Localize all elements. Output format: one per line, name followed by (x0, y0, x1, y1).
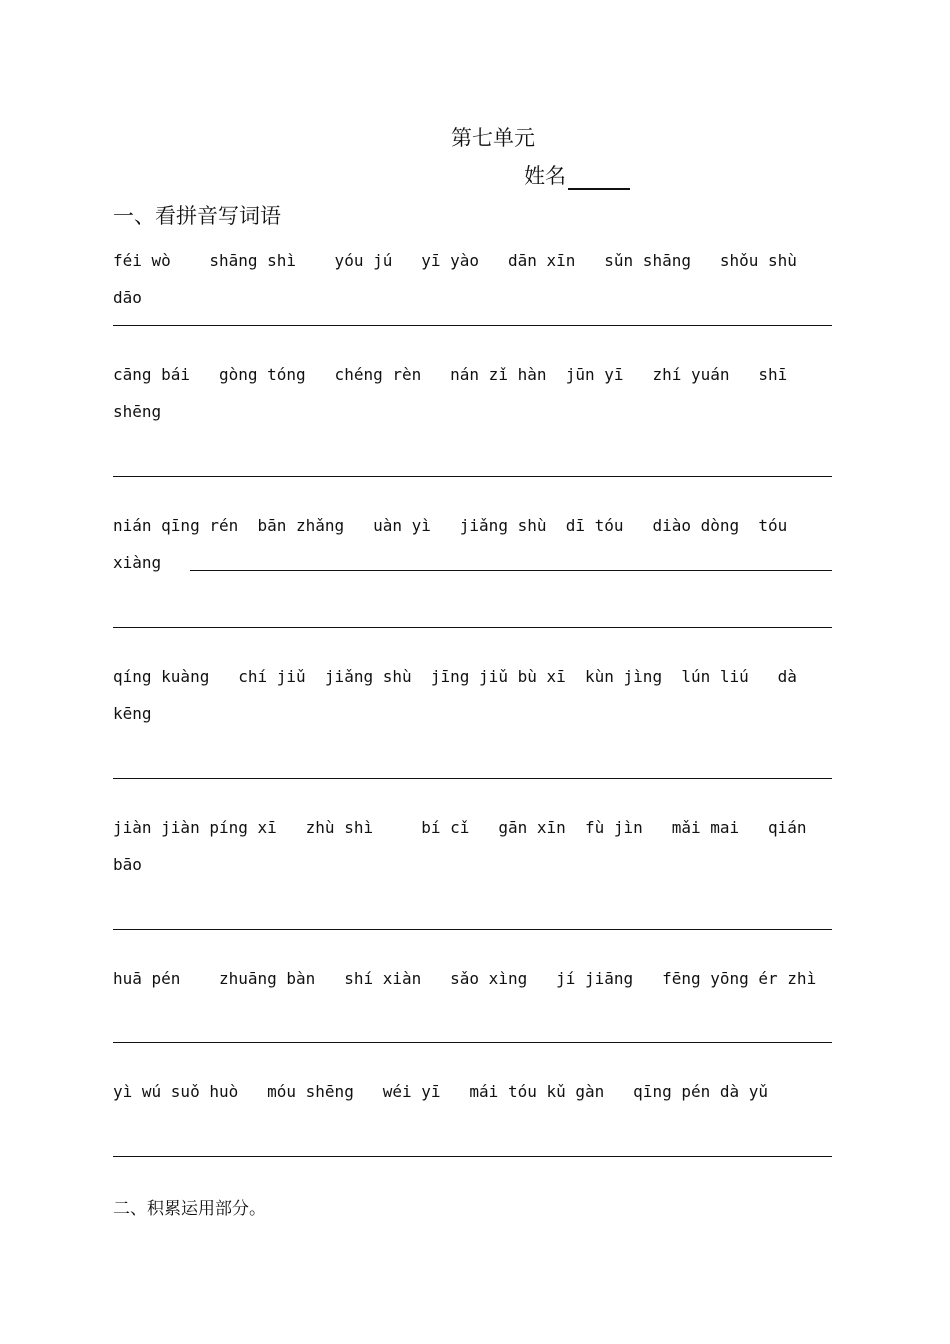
pinyin-row-3: nián qīng rén bān zhǎng uàn yì jiǎng shù dī tóu diào dòng tóu xiàng (113, 516, 788, 572)
answer-line-5[interactable] (113, 929, 832, 930)
pinyin-row-1: féi wò shāng shì yóu jú yī yào dān xīn sǔn shāng shǒu shù dāo (113, 251, 807, 307)
pinyin-row-4: qíng kuàng chí jiǔ jiǎng shù jīng jiǔ bù xī kùn jìng lún liú dà kēng (113, 667, 797, 723)
answer-line-3a[interactable] (190, 570, 832, 571)
name-field (524, 160, 630, 190)
answer-line-1[interactable] (113, 325, 832, 326)
section1-heading: 一、看拼音写词语 (113, 204, 281, 228)
page-title: 第七单元 (451, 126, 535, 150)
pinyin-row-5: jiàn jiàn píng xī zhù shì bí cǐ gān xīn fù jìn mǎi mai qián bāo (113, 818, 807, 874)
answer-line-2[interactable] (113, 476, 832, 477)
answer-line-3b[interactable] (113, 627, 832, 628)
name-label: 姓名 (524, 164, 566, 188)
answer-line-4[interactable] (113, 778, 832, 779)
answer-line-6[interactable] (113, 1042, 832, 1043)
section2-heading: 二、积累运用部分。 (113, 1199, 266, 1219)
pinyin-row-2: cāng bái gòng tóng chéng rèn nán zǐ hàn jūn yī zhí yuán shī shēng (113, 365, 788, 421)
pinyin-row-7: yì wú suǒ huò móu shēng wéi yī mái tóu kǔ gàn qīng pén dà yǔ (113, 1082, 769, 1101)
answer-line-7[interactable] (113, 1156, 832, 1157)
pinyin-row-6: huā pén zhuāng bàn shí xiàn sǎo xìng jí jiāng fēng yōng ér zhì (113, 969, 817, 988)
name-blank[interactable] (568, 167, 630, 190)
